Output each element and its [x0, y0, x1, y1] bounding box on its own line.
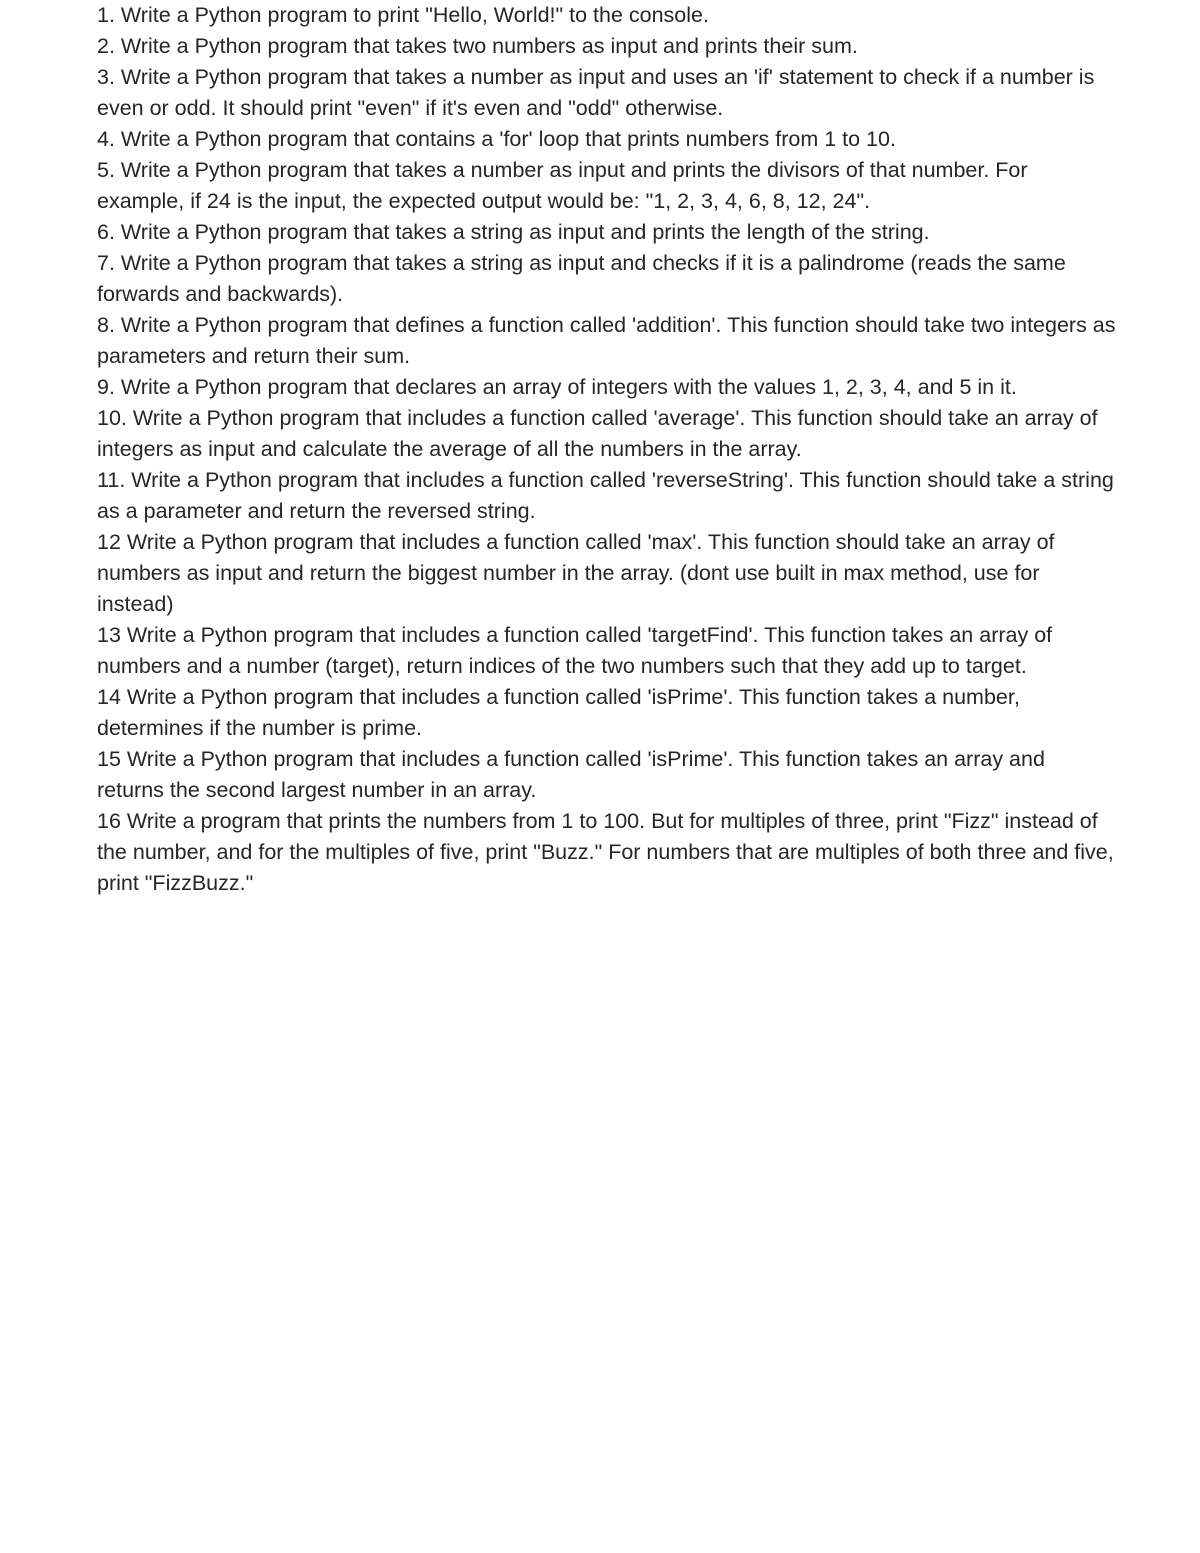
exercise-item: 13 Write a Python program that includes a function called 'targetFind'. This function takes an array of numbers and a number (target), return indices of the two numbers such that they add up to target. [97, 623, 1053, 678]
exercise-list [97, 0, 1117, 899]
exercise-item: 12 Write a Python program that includes a function called 'max'. This function should take an array of numbers as input and return the biggest number in the array. (dont use built in max method, use for instead) [97, 530, 1055, 616]
exercise-item: 5. Write a Python program that takes a number as input and prints the divisors of that number. For example, if 24 is the input, the expected output would be: "1, 2, 3, 4, 6, 8, 12, 24". [97, 158, 1028, 213]
exercise-item: 14 Write a Python program that includes a function called 'isPrime'. This function takes a number, determines if the number is prime. [97, 685, 1020, 740]
exercise-item: 6. Write a Python program that takes a string as input and prints the length of the string. [97, 220, 930, 244]
exercise-item: 9. Write a Python program that declares an array of integers with the values 1, 2, 3, 4, and 5 in it. [97, 375, 1017, 399]
exercise-item: 2. Write a Python program that takes two numbers as input and prints their sum. [97, 34, 858, 58]
exercise-item: 3. Write a Python program that takes a number as input and uses an 'if' statement to check if a number is even or odd. It should print "even" if it's even and "odd" otherwise. [97, 65, 1095, 120]
exercise-item: 15 Write a Python program that includes a function called 'isPrime'. This function takes an array and returns the second largest number in an array. [97, 747, 1045, 802]
exercise-item: 8. Write a Python program that defines a function called 'addition'. This function should take two integers as parameters and return their sum. [97, 313, 1116, 368]
exercise-item: 10. Write a Python program that includes a function called 'average'. This function should take an array of integers as input and calculate the average of all the numbers in the array. [97, 406, 1098, 461]
exercise-item: 11. Write a Python program that includes a function called 'reverseString'. This function should take a string as a parameter and return the reversed string. [97, 468, 1114, 523]
exercise-item: 7. Write a Python program that takes a string as input and checks if it is a palindrome (reads the same forwards and backwards). [97, 251, 1066, 306]
exercise-item: 4. Write a Python program that contains a 'for' loop that prints numbers from 1 to 10. [97, 127, 896, 151]
exercise-item: 1. Write a Python program to print "Hello, World!" to the console. [97, 3, 709, 27]
exercise-item: 16 Write a program that prints the numbers from 1 to 100. But for multiples of three, print "Fizz" instead of the number, and for the multiples of five, print "Buzz." For numbers that are multiples of both three and five, print "FizzBuzz." [97, 809, 1114, 895]
